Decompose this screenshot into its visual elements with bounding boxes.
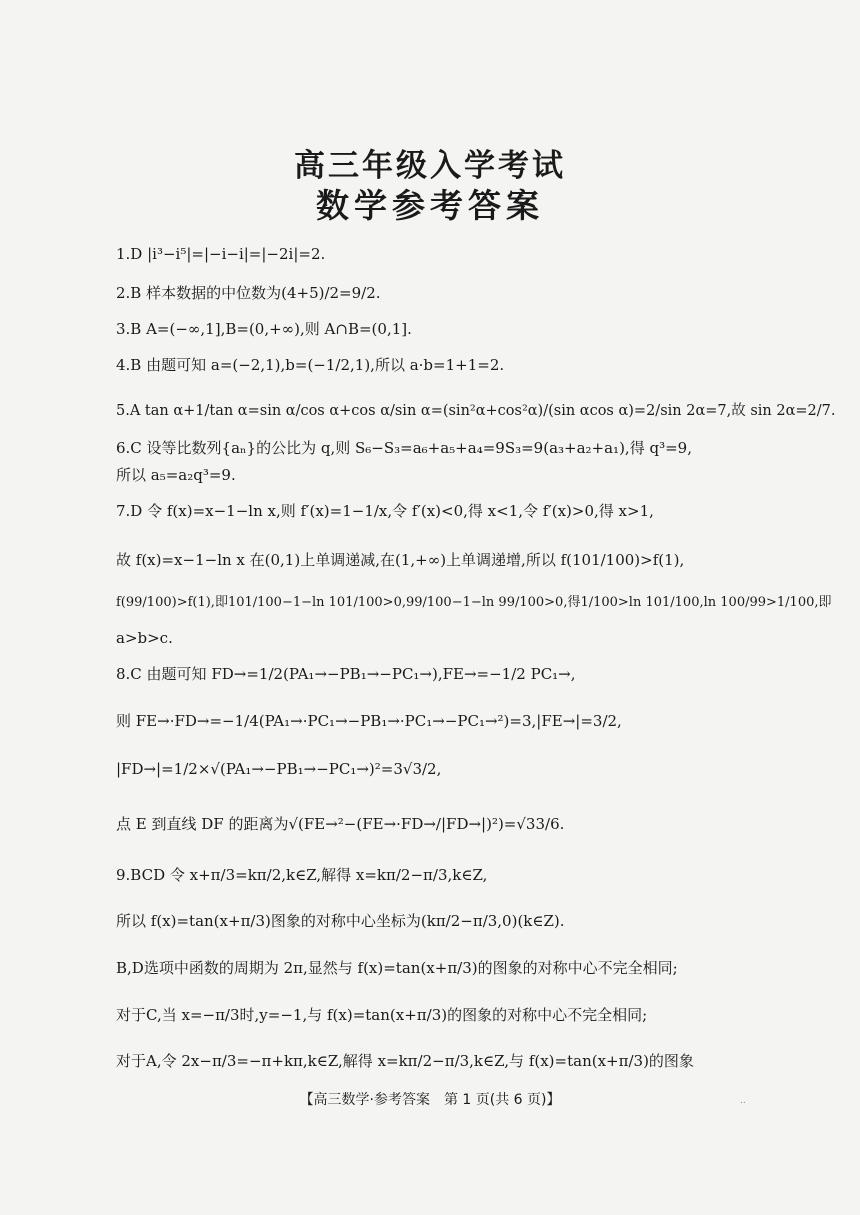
answer-line: |FD→|=1/2×√(PA₁→−PB₁→−PC₁→)²=3√3/2,: [116, 760, 442, 778]
answer-line: 5.A tan α+1/tan α=sin α/cos α+cos α/sin α=(sin²α+cos²α)/(sin αcos α)=2/sin 2α=7,故 sin 2α=2/7.: [116, 403, 836, 419]
answer-line: 故 f(x)=x−1−ln x 在(0,1)上单调递减,在(1,+∞)上单调递增,所以 f(101/100)>f(1),: [116, 551, 685, 569]
answer-title: 数学参考答案: [316, 186, 544, 225]
exam-title: 高三年级入学考试: [294, 148, 566, 184]
answer-line: 则 FE→·FD→=−1/4(PA₁→·PC₁→−PB₁→·PC₁→−PC₁→²)=3,|FE→|=3/2,: [116, 712, 622, 730]
answer-line: 1.D |i³−i⁵|=|−i−i|=|−2i|=2.: [116, 245, 326, 263]
answer-line: 所以 a₅=a₂q³=9.: [116, 466, 236, 484]
answer-line: 4.B 由题可知 a=(−2,1),b=(−1/2,1),所以 a·b=1+1=2.: [116, 356, 505, 374]
answer-line: 2.B 样本数据的中位数为(4+5)/2=9/2.: [116, 284, 381, 302]
answer-line: 所以 f(x)=tan(x+π/3)图象的对称中心坐标为(kπ/2−π/3,0)(k∈Z).: [116, 912, 565, 930]
corner-mark: ..: [740, 1096, 746, 1106]
answer-line: 9.BCD 令 x+π/3=kπ/2,k∈Z,解得 x=kπ/2−π/3,k∈Z,: [116, 866, 488, 884]
answer-line: 3.B A=(−∞,1],B=(0,+∞),则 A∩B=(0,1].: [116, 320, 412, 338]
page-footer: 【高三数学·参考答案 第 1 页(共 6 页)】: [299, 1092, 561, 1108]
answer-line: 7.D 令 f(x)=x−1−ln x,则 f′(x)=1−1/x,令 f′(x)<0,得 x<1,令 f′(x)>0,得 x>1,: [116, 502, 654, 520]
answer-line: a>b>c.: [116, 629, 173, 647]
answer-line: B,D选项中函数的周期为 2π,显然与 f(x)=tan(x+π/3)的图象的对称中心不完全相同;: [116, 959, 678, 977]
answer-line: 6.C 设等比数列{aₙ}的公比为 q,则 S₆−S₃=a₆+a₅+a₄=9S₃=9(a₃+a₂+a₁),得 q³=9,: [116, 439, 692, 457]
answer-line: 对于A,令 2x−π/3=−π+kπ,k∈Z,解得 x=kπ/2−π/3,k∈Z,与 f(x)=tan(x+π/3)的图象: [116, 1052, 694, 1070]
answer-line: 对于C,当 x=−π/3时,y=−1,与 f(x)=tan(x+π/3)的图象的对称中心不完全相同;: [116, 1006, 648, 1024]
answer-line: f(99/100)>f(1),即101/100−1−ln 101/100>0,99/100−1−ln 99/100>0,得1/100>ln 101/100,ln 100/99>1/100,即: [116, 595, 832, 610]
answer-line: 8.C 由题可知 FD→=1/2(PA₁→−PB₁→−PC₁→),FE→=−1/2 PC₁→,: [116, 665, 576, 683]
answer-line: 点 E 到直线 DF 的距离为√(FE→²−(FE→·FD→/|FD→|)²)=√33/6.: [116, 815, 565, 833]
